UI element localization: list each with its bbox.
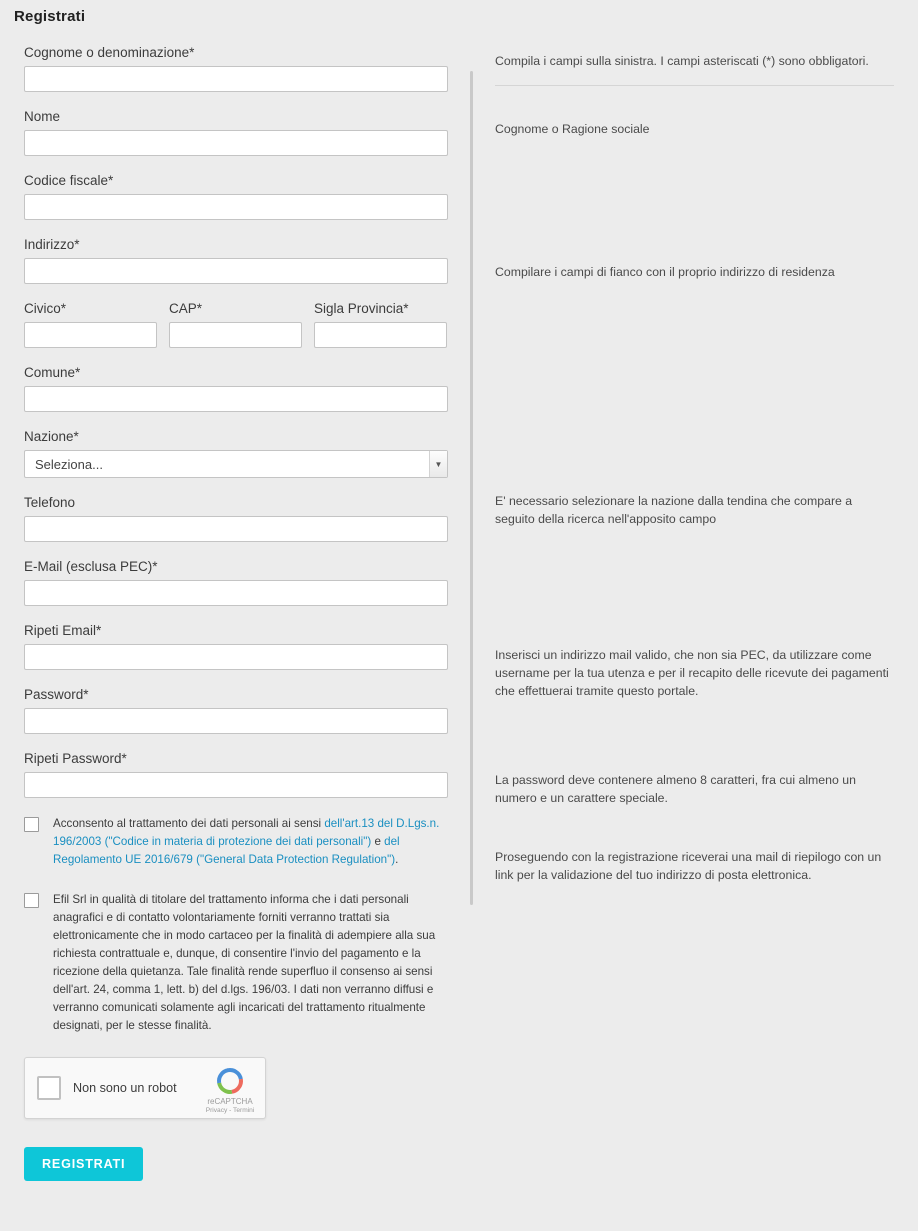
label-telefono: Telefono xyxy=(24,495,76,510)
label-comune: Comune* xyxy=(24,365,81,380)
field-comune xyxy=(24,365,448,412)
nazione-select-wrap xyxy=(24,450,448,478)
input-cognome-denominazione[interactable] xyxy=(24,66,448,92)
consent-block xyxy=(24,815,448,1035)
select-nazione[interactable] xyxy=(24,450,448,478)
input-civico[interactable] xyxy=(24,322,157,348)
recaptcha-branding xyxy=(203,1066,257,1114)
field-password xyxy=(24,687,448,734)
input-email[interactable] xyxy=(24,580,448,606)
hint-password: La password deve contenere almeno 8 caratteri, fra cui almeno un numero e un carattere speciale. xyxy=(495,773,856,805)
consent-efil-text: Efil Srl in qualità di titolare del trattamento informa che i dati personali anagrafici e di contatto volontariamente forniti verranno trattati sia elettronicamente che in modo cartaceo per la finalità di adempiere alla sua richiesta contrattuale e, dunque, di consentire l'invio del pagamento e la ricezione della quietanza. Tale finalità rende superfluo il consenso ai sensi dell'art. 24, comma 1, lett. b) del d.lgs. 196/03. I dati non verranno diffusi e verranno comunicati solamente agli incaricati del trattamento ritualmente designati, per le stesse finalità. xyxy=(53,892,436,1032)
label-indirizzo: Indirizzo* xyxy=(24,237,80,252)
input-nome[interactable] xyxy=(24,130,448,156)
checkbox-consent-efil[interactable] xyxy=(24,893,39,908)
hints-column xyxy=(473,45,918,1181)
consent-row-efil xyxy=(24,891,448,1035)
field-civico xyxy=(24,301,157,348)
field-nome xyxy=(24,109,448,156)
register-button[interactable]: REGISTRATI xyxy=(24,1147,143,1181)
input-password[interactable] xyxy=(24,708,448,734)
input-ripeti-email[interactable] xyxy=(24,644,448,670)
hint-indirizzo: Compilare i campi di fianco con il proprio indirizzo di residenza xyxy=(495,265,835,279)
page-title: Registrati xyxy=(14,8,86,25)
label-codice-fiscale: Codice fiscale* xyxy=(24,173,114,188)
input-comune[interactable] xyxy=(24,386,448,412)
input-codice-fiscale[interactable] xyxy=(24,194,448,220)
hint-cognome: Cognome o Ragione sociale xyxy=(495,122,650,136)
field-codice-fiscale xyxy=(24,173,448,220)
label-cognome-denominazione: Cognome o denominazione* xyxy=(24,45,195,60)
field-cap xyxy=(169,301,302,348)
checkbox-recaptcha[interactable] xyxy=(37,1076,61,1100)
field-ripeti-password xyxy=(24,751,448,798)
recaptcha-label: Non sono un robot xyxy=(73,1080,177,1095)
label-nome: Nome xyxy=(24,109,61,124)
hint-nazione: E' necessario selezionare la nazione dalla tendina che compare a seguito della ricerca nell'apposito campo xyxy=(495,494,853,526)
form-column xyxy=(0,45,470,1181)
hint-registrazione: Proseguendo con la registrazione riceverai una mail di riepilogo con un link per la validazione del tuo indirizzo di posta elettronica. xyxy=(495,850,882,882)
field-indirizzo xyxy=(24,237,448,284)
recaptcha-terms[interactable]: Privacy - Termini xyxy=(205,1106,255,1114)
checkbox-consent-privacy[interactable] xyxy=(24,817,39,832)
input-telefono[interactable] xyxy=(24,516,448,542)
recaptcha-widget[interactable] xyxy=(24,1057,266,1119)
chevron-down-icon: ▼ xyxy=(429,451,447,477)
hint-intro: Compila i campi sulla sinistra. I campi asteriscati (*) sono obbligatori. xyxy=(495,53,894,86)
label-sigla-provincia: Sigla Provincia* xyxy=(314,301,409,316)
field-nazione xyxy=(24,429,448,478)
recaptcha-brand-name: reCAPTCHA xyxy=(207,1096,253,1106)
field-ripeti-email xyxy=(24,623,448,670)
recaptcha-icon xyxy=(215,1066,245,1096)
label-nazione: Nazione* xyxy=(24,429,79,444)
label-ripeti-email: Ripeti Email* xyxy=(24,623,102,638)
input-indirizzo[interactable] xyxy=(24,258,448,284)
field-telefono xyxy=(24,495,448,542)
label-cap: CAP* xyxy=(169,301,203,316)
consent-row-privacy xyxy=(24,815,448,869)
link-gdpr[interactable]: del Regolamento UE 2016/679 ("General Data Protection Regulation") xyxy=(53,834,400,866)
input-sigla-provincia[interactable] xyxy=(314,322,447,348)
input-cap[interactable] xyxy=(169,322,302,348)
field-cognome-denominazione xyxy=(24,45,448,92)
label-civico: Civico* xyxy=(24,301,67,316)
label-email: E-Mail (esclusa PEC)* xyxy=(24,559,158,574)
field-email xyxy=(24,559,448,606)
label-ripeti-password: Ripeti Password* xyxy=(24,751,127,766)
label-password: Password* xyxy=(24,687,89,702)
consent-privacy-part-5: . xyxy=(395,852,399,866)
address-row xyxy=(24,301,448,348)
page-content xyxy=(0,45,918,1181)
hint-email: Inserisci un indirizzo mail valido, che non sia PEC, da utilizzare come username per la tua utenza e per il recapito delle ricevute dei pagamenti che effettuerai tramite questo portale. xyxy=(495,648,889,698)
consent-privacy-part-1: Acconsento al trattamento dei dati personali ai sensi xyxy=(53,817,325,830)
consent-privacy-part-3: e xyxy=(371,834,385,848)
link-dlgs-196[interactable]: dell'art.13 del D.Lgs.n. 196/2003 ("Codice in materia di protezione dei dati personali") xyxy=(53,817,440,848)
field-sigla-provincia xyxy=(314,301,447,348)
input-ripeti-password[interactable] xyxy=(24,772,448,798)
consent-privacy-text xyxy=(53,815,448,869)
